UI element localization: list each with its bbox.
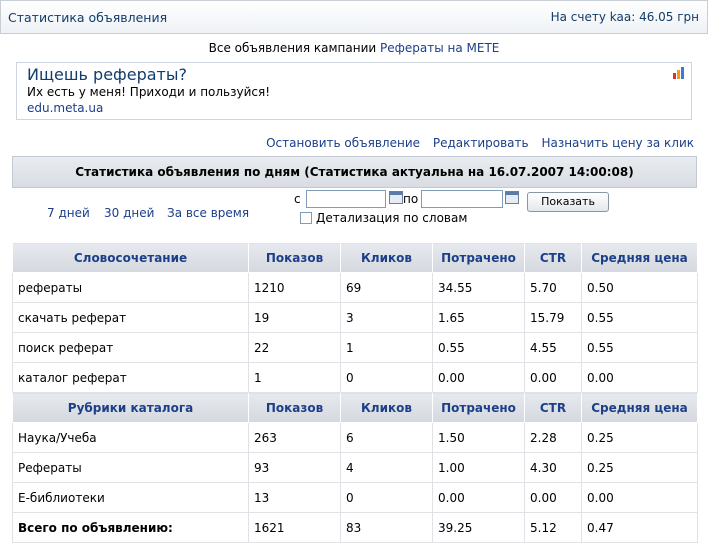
column-header: Потрачено [433,393,525,423]
ad-actions [257,136,694,150]
row-label-cell: рефераты [13,273,249,303]
edit-ad-link[interactable]: Редактировать [432,136,529,150]
stats-filters [12,188,697,242]
value-cell: 0.55 [433,333,525,363]
table-row [13,303,698,333]
table-row [13,333,698,363]
row-label-cell: каталог реферат [13,363,249,393]
campaign-link[interactable]: Рефераты на МЕТЕ [380,41,500,55]
value-cell: 13 [249,483,341,513]
value-cell: 0.00 [582,363,698,393]
value-cell: 1210 [249,273,341,303]
value-cell: 263 [249,423,341,453]
value-cell: 19 [249,303,341,333]
row-label-cell: Рефераты [13,453,249,483]
page-title: Статистика объявления [8,10,168,25]
value-cell: 1 [249,363,341,393]
ad-preview [16,62,692,120]
table-row [13,363,698,393]
value-cell: 69 [341,273,433,303]
account-balance: На счету kaa: 46.05 грн [550,10,699,24]
stop-ad-link[interactable]: Остановить объявление [266,136,421,150]
value-cell: 83 [341,513,433,543]
campaign-prefix: Все объявления кампании [208,41,377,55]
value-cell: 6 [341,423,433,453]
value-cell: 0.25 [582,453,698,483]
value-cell: 34.55 [433,273,525,303]
calendar-icon[interactable] [505,191,519,204]
value-cell: 1 [341,333,433,363]
value-cell: 1.00 [433,453,525,483]
row-label-cell: Наука/Учеба [13,423,249,453]
column-header: Кликов [341,393,433,423]
row-label-cell: скачать реферат [13,303,249,333]
period-7-days[interactable]: 7 дней [47,206,90,220]
period-30-days[interactable]: 30 дней [104,206,155,220]
table-row [13,273,698,303]
ad-title: Ищешь рефераты? [27,65,187,84]
value-cell: 1621 [249,513,341,543]
ad-url: edu.meta.ua [27,101,104,115]
value-cell: 39.25 [433,513,525,543]
campaign-line [0,41,708,55]
column-header: CTR [525,243,582,273]
date-from-input[interactable] [306,190,386,208]
column-header: Средняя цена [582,243,698,273]
column-header: Показов [249,243,341,273]
value-cell: 0.00 [433,483,525,513]
value-cell: 0.00 [433,363,525,393]
set-price-link[interactable]: Назначить цену за клик [541,136,694,150]
stats-title: Статистика объявления по дням (Статистика актуальна на 16.07.2007 14:00:08) [12,156,697,188]
value-cell: 4.55 [525,333,582,363]
column-header: Потрачено [433,243,525,273]
ad-text: Их есть у меня! Приходи и пользуйся! [27,85,271,99]
value-cell: 0 [341,483,433,513]
column-header: Средняя цена [582,393,698,423]
column-header: Показов [249,393,341,423]
table-row [13,483,698,513]
calendar-icon[interactable] [389,191,403,204]
keywords-header-row [13,243,698,273]
value-cell: 4.30 [525,453,582,483]
period-all-time[interactable]: За все время [167,206,250,220]
row-label-cell: поиск реферат [13,333,249,363]
value-cell: 0.55 [582,333,698,363]
column-header: Кликов [341,243,433,273]
value-cell: 0.00 [525,483,582,513]
detail-checkbox[interactable] [300,212,312,224]
value-cell: 0.50 [582,273,698,303]
from-label: с [294,192,301,206]
row-label-cell: Е-библиотеки [13,483,249,513]
value-cell: 5.70 [525,273,582,303]
table-row [13,453,698,483]
value-cell: 0.00 [525,363,582,393]
total-row [13,513,698,543]
value-cell: 93 [249,453,341,483]
stats-panel [12,156,697,543]
row-label-cell: Всего по объявлению: [13,513,249,543]
value-cell: 0.55 [582,303,698,333]
value-cell: 15.79 [525,303,582,333]
column-header: CTR [525,393,582,423]
to-label: по [403,192,419,206]
rubrics-header-row [13,393,698,423]
top-bar [0,0,708,34]
value-cell: 0 [341,363,433,393]
value-cell: 0.47 [582,513,698,543]
table-row [13,423,698,453]
value-cell: 5.12 [525,513,582,543]
value-cell: 1.50 [433,423,525,453]
bar-chart-icon [673,67,687,79]
value-cell: 2.28 [525,423,582,453]
stats-table [12,242,698,543]
value-cell: 22 [249,333,341,363]
column-header: Рубрики каталога [13,393,249,423]
show-button[interactable]: Показать [527,192,609,212]
value-cell: 1.65 [433,303,525,333]
detail-label: Детализация по словам [316,211,468,225]
value-cell: 0.25 [582,423,698,453]
value-cell: 3 [341,303,433,333]
value-cell: 4 [341,453,433,483]
value-cell: 0.00 [582,483,698,513]
column-header: Словосочетание [13,243,249,273]
date-to-input[interactable] [421,190,503,208]
